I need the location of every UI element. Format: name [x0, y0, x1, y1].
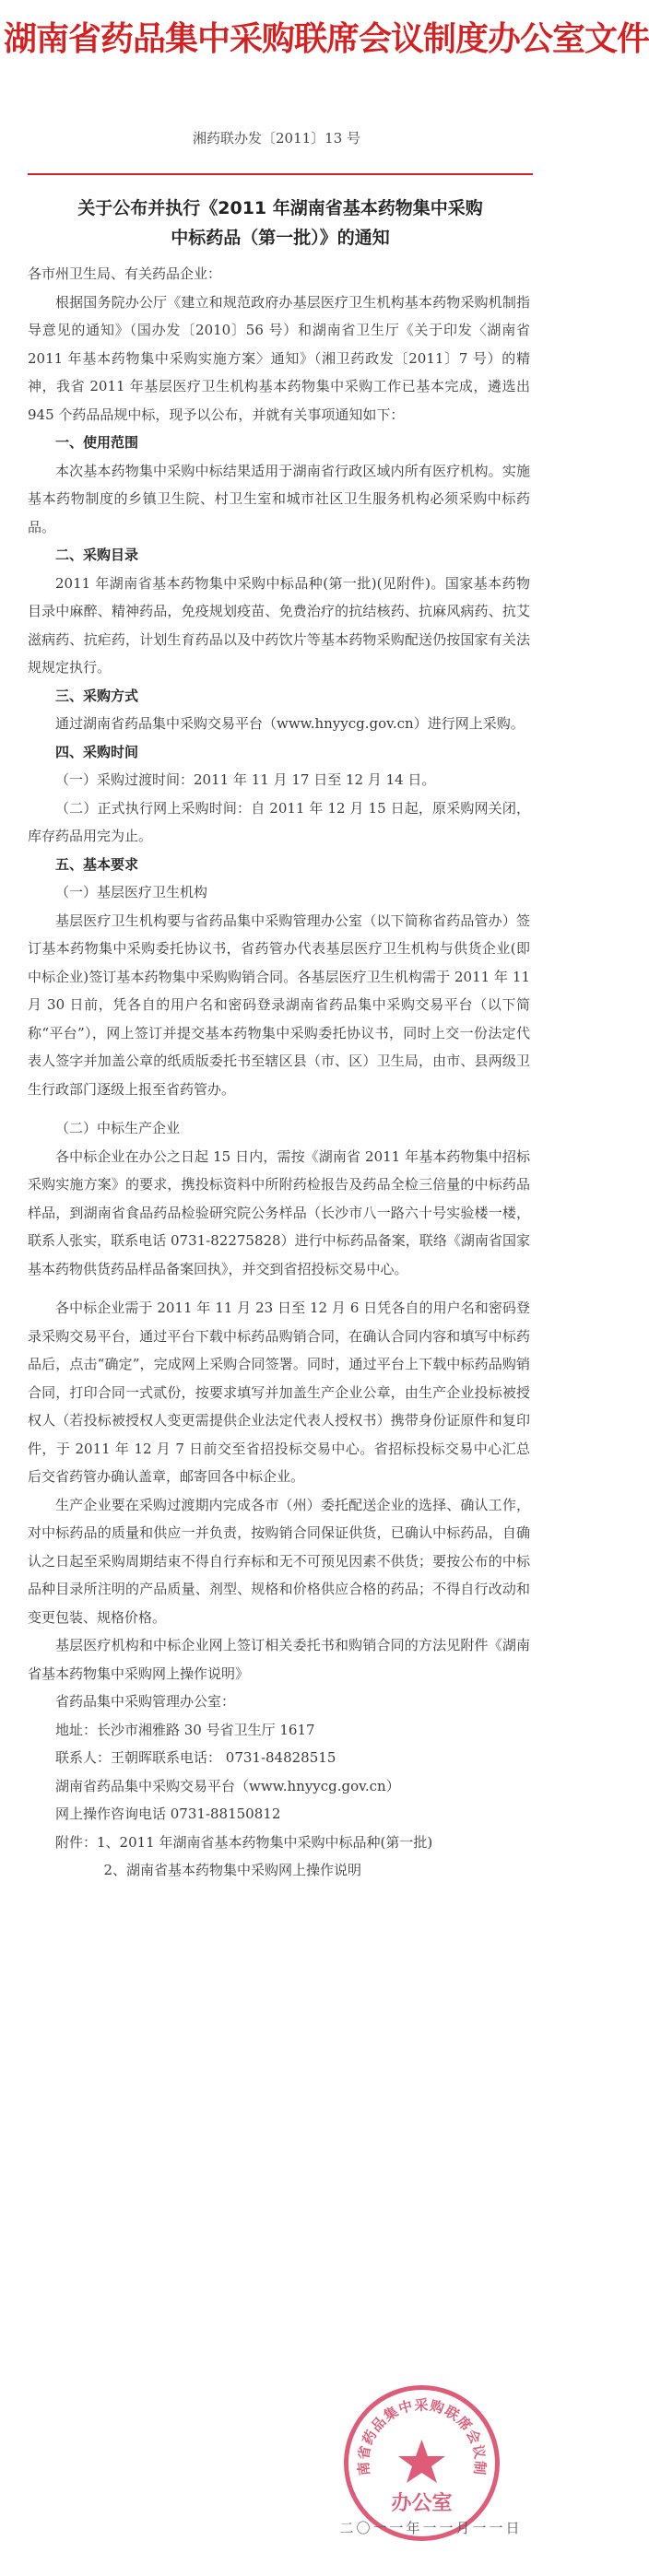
section-5-sub-1-heading: （一）基层医疗卫生机构: [55, 884, 208, 900]
section-5-paragraph-5: 基层医疗机构和中标企业网上签订相关委托书和购销合同的方法见附件《湖南省基本药物集中采购网上操作说明》: [28, 1637, 530, 1682]
section-2-text: 2011 年湖南省基本药物集中采购中标品种(第一批)(见附件)。国家基本药物目录中麻醉、精神药品，免疫规划疫苗、免费治疗的抗结核药、抗麻风病药、抗艾滋病药、抗疟药，计划生育药品以及中药饮片等基本药物采购配送仍按国家有关法规规定执行。: [28, 574, 530, 676]
section-3-heading: 三、采购方式: [55, 687, 139, 704]
title-line-1: 关于公布并执行《2011 年湖南省基本药物集中采购: [77, 198, 483, 218]
section-5-sub-1-text: 基层医疗卫生机构要与省药品集中采购管理办公室（以下简称省药品管办）签订基本药物集中采购委托协议书，省药管办代表基层医疗卫生机构与供货企业(即中标企业)签订基本药物集中采购购销合同。各基层医疗卫生机构需于 2011 年 11 月 30 日前，凭各自的用户名和密码登录湖南省药品集中采购交易平台（以下简称“平台”），网上签订并提交基本药物集中采购委托协议书，同时上交一份法定代表人签字并加盖公章的纸质版委托书至辖区县（市、区）卫生局，由市、县两级卫生行政部门逐级上报至省药管办。: [28, 912, 530, 1098]
section-4-item-1: （一）采购过渡时间：2011 年 11 月 17 日至 12 月 14 日。: [55, 771, 436, 788]
section-4-item-2: （二）正式执行网上采购时间：自 2011 年 12 月 15 日起，原采购网关闭，库存药品用完为止。: [28, 799, 530, 844]
section-1-text: 本次基本药物集中采购中标结果适用于湖南省行政区域内所有医疗机构。实施基本药物制度的乡镇卫生院、村卫生室和城市社区卫生服务机构必须采购中标药品。: [28, 462, 530, 535]
seal-star-icon: [398, 2440, 445, 2483]
spacer: [28, 1103, 530, 1114]
section-5-sub-2-text: 各中标企业在办公之日起 15 日内，需按《湖南省 2011 年基本药物集中招标采购实施方案》的要求，携投标资料中所附药检报告及药品全检三倍量的中标药品样品，到湖南省食品药品检验研究院公务样品（长沙市八一路六十号实验楼一楼，联系人张实，联系电话 0731-82275828）进行中标药品备案，联络《湖南省国家基本药物供货药品样品备案回执》，并交到省招投标交易中心。: [28, 1147, 530, 1277]
section-5-sub-2-heading: （二）中标生产企业: [55, 1120, 181, 1136]
seal-center-text: 办公室: [391, 2492, 453, 2515]
attachment-1: 附件：1、2011 年湖南省基本药物集中采购中标品种(第一批): [55, 1833, 433, 1851]
section-5-paragraph-3: 各中标企业需于 2011 年 11 月 23 日至 12 月 6 日凭各自的用户名和密码登录采购交易平台，通过平台下载中标药品购销合同，在确认合同内容和填写中标药品后，点击“确定”，完成网上采购合同签署。同时，通过平台上下载中标药品购销合同，打印合同一式贰份，按要求填写并加盖生产企业公章，由生产企业投标被授权人（若投标被授权人变更需提供企业法定代表人授权书）携带身份证原件和复印件，于 2011 年 12 月 7 日前交至省招投标交易中心。省招标投标交易中心汇总后交省药管办确认盖章，邮寄回各中标企业。: [28, 1300, 530, 1485]
salutation: 各市州卫生局、有关药品企业：: [28, 265, 222, 282]
contact-hotline: 网上操作咨询电话 0731-88150812: [55, 1806, 281, 1822]
contact-address: 地址：长沙市湘雅路 30 号省卫生厅 1617: [55, 1721, 315, 1738]
header-divider: [28, 173, 533, 175]
attachment-2: 2、湖南省基本药物集中采购网上操作说明: [103, 1862, 362, 1878]
section-1-heading: 一、使用范围: [55, 434, 139, 451]
issue-date: 二〇一一年一一月一一日: [339, 2520, 523, 2536]
contact-platform: 湖南省药品集中采购交易平台（www.hnyycg.gov.cn）: [55, 1777, 400, 1794]
notice-title: [28, 194, 533, 253]
section-5-paragraph-4: 生产企业要在采购过渡期内完成各市（州）委托配送企业的选择、确认工作，对中标药品的质量和供应一并负责，按购销合同保证供货，已确认中标药品，自确认之日起至采购周期结束不得自行弃标和无不可预见因素不供货；要按公布的中标品种目录所注明的产品质量、剂型、规格和价格供应合格的药品；不得自行改动和变更包装、规格价格。: [28, 1496, 530, 1626]
notice-body: [28, 260, 530, 1885]
document-number: 湘药联办发〔2011〕13 号: [192, 130, 361, 147]
seal-ring-text: 南省药品集中采购联席会议制: [355, 2396, 489, 2476]
contact-person: 联系人：王朝晖联系电话： 0731-84828515: [55, 1749, 336, 1766]
section-4-heading: 四、采购时间: [55, 743, 139, 760]
title-line-2: 中标药品（第一批）》的通知: [171, 228, 390, 248]
intro-paragraph: 根据国务院办公厅《建立和规范政府办基层医疗卫生机构基本药物采购机制指导意见的通知》（国办发〔2010〕56 号）和湖南省卫生厅《关于印发〈湖南省 2011 年基本药物集中采购实施方案〉通知》（湘卫药政发〔2011〕7 号）的精神，我省 2011 年基层医疗卫生机构基本药物集中采购工作已基本完成，遴选出 945 个药品品规中标，现予以公布，并就有关事项通知如下：: [28, 293, 530, 423]
section-5-heading: 五、基本要求: [55, 855, 139, 873]
section-2-heading: 二、采购目录: [55, 547, 139, 563]
contact-office: 省药品集中采购管理办公室：: [55, 1693, 236, 1710]
document-header: 湖南省药品集中采购联席会议制度办公室文件: [4, 20, 649, 58]
spacer: [28, 1283, 530, 1294]
section-3-text: 通过湖南省药品集中采购交易平台（www.hnyycg.gov.cn）进行网上采购。: [55, 715, 525, 732]
